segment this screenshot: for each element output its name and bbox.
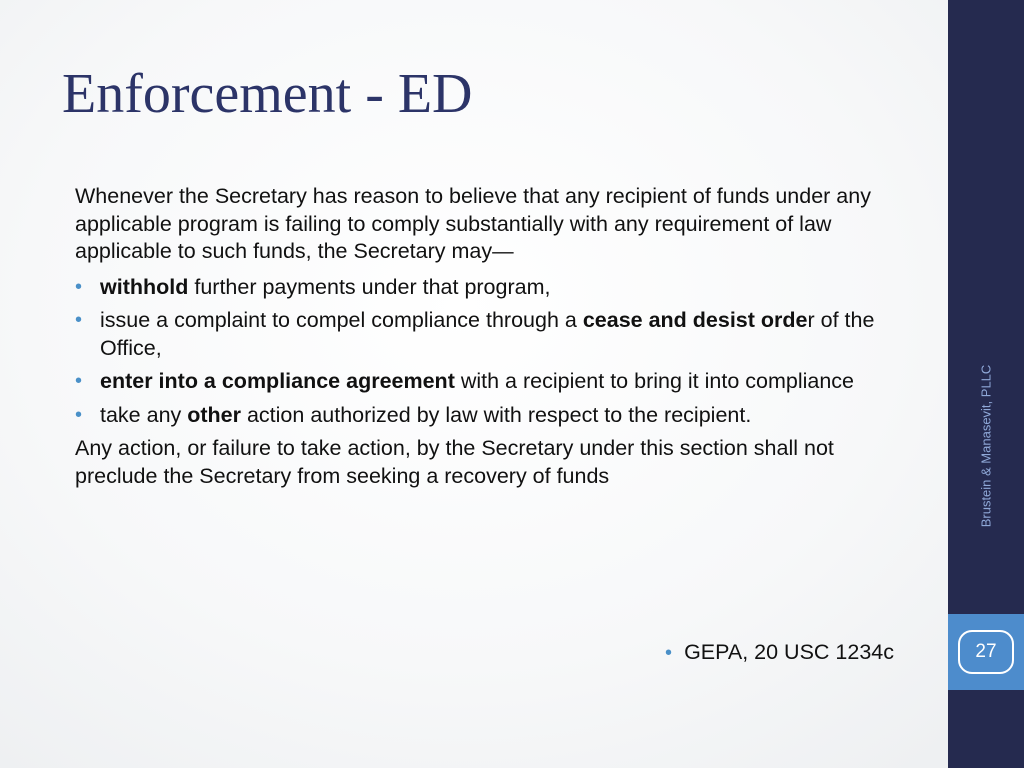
bullet-bold-text: other <box>187 402 241 427</box>
slide-body <box>75 183 905 490</box>
bullet-item-other-action <box>75 402 905 430</box>
bullet-bold-text: enter into a compliance agreement <box>100 369 455 393</box>
bullet-list <box>75 274 905 430</box>
bullet-text: issue a complaint to compel compliance through a <box>100 308 583 332</box>
intro-paragraph: Whenever the Secretary has reason to believe that any recipient of funds under any applicable program is failing to comply substantially with any requirement of law applicable to such funds, the Secretary may— <box>75 184 871 263</box>
bullet-bold-text: cease and desist orde <box>582 308 808 332</box>
bullet-icon: • <box>75 309 83 331</box>
bullet-item-complaint <box>75 307 905 362</box>
bullet-text: with a recipient to bring it into compliance <box>454 369 855 393</box>
bullet-text: action authorized by law with respect to the recipient. <box>241 402 752 427</box>
page-number-box <box>948 614 1024 690</box>
bullet-item-compliance-agreement <box>75 368 905 396</box>
bullet-icon: • <box>75 403 83 426</box>
bullet-item-withhold <box>75 274 905 302</box>
bullet-text: r of the Office, <box>100 308 875 360</box>
closing-paragraph: Any action, or failure to take action, by the Secretary under this section shall not preclude the Secretary from seeking a recovery of funds <box>75 436 834 488</box>
footer-label: Brustein & Manasevit, PLLC <box>978 364 994 528</box>
bullet-icon: • <box>75 370 83 392</box>
bullet-text: take any <box>100 402 188 427</box>
bullet-icon: • <box>665 642 673 664</box>
bullet-bold-text: withhold <box>100 274 189 299</box>
page-number: 27 <box>975 641 997 662</box>
citation <box>665 640 894 665</box>
bullet-icon: • <box>75 275 83 298</box>
bullet-text: further payments under that program, <box>188 274 551 299</box>
slide-title: Enforcement - ED <box>62 63 473 125</box>
citation-text: GEPA, 20 USC 1234c <box>684 640 894 664</box>
